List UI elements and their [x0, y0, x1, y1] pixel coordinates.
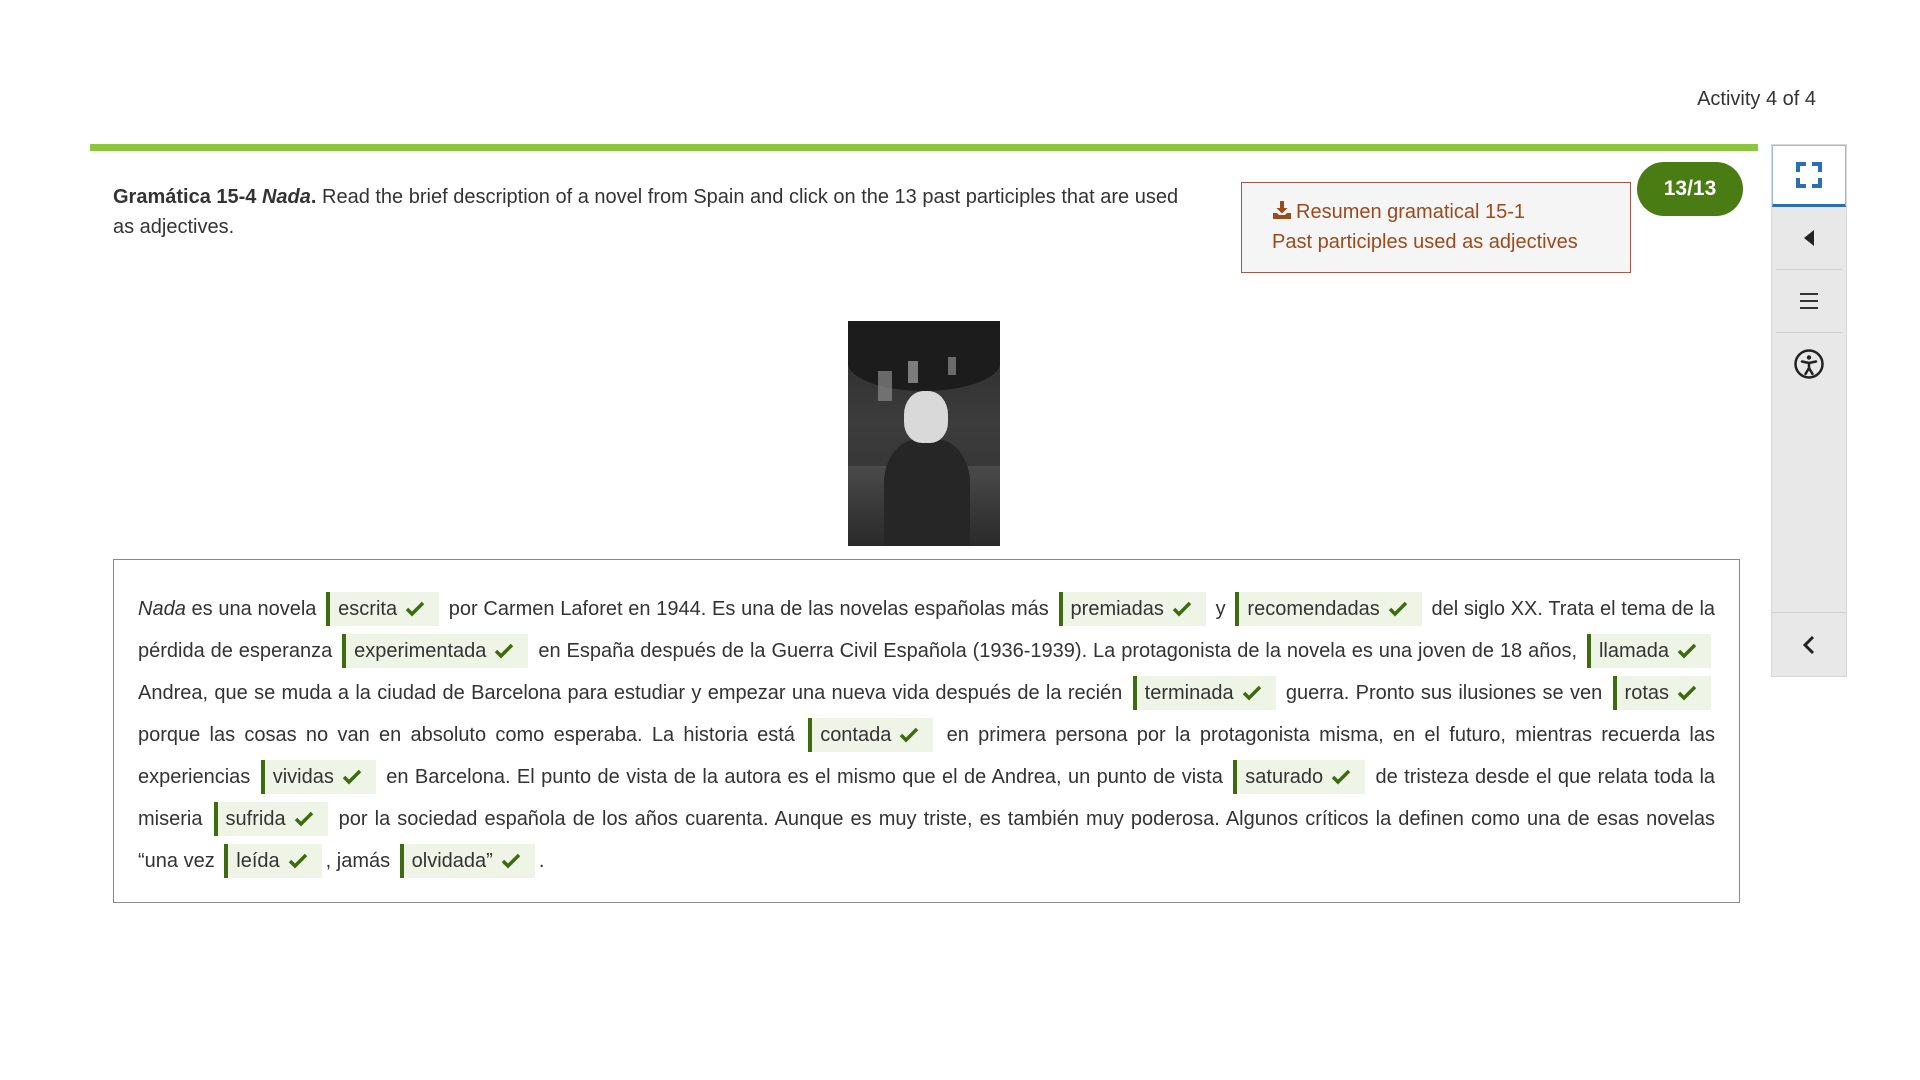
word-label: terminada	[1144, 682, 1234, 704]
check-icon	[342, 769, 362, 785]
passage-text: en primera persona por la protagonista misma, en el futuro, mientras recuerda las experiencias	[138, 724, 1716, 788]
participle-sufrida[interactable]	[214, 802, 328, 836]
passage-text: porque las cosas no van en absoluto como esperaba. La historia está	[138, 724, 805, 746]
check-icon	[899, 727, 919, 743]
check-icon	[1677, 685, 1697, 701]
check-icon	[494, 643, 514, 659]
accessibility-button[interactable]	[1772, 333, 1846, 395]
participle-olvidada[interactable]	[400, 844, 535, 878]
check-icon	[288, 853, 308, 869]
participle-rotas[interactable]	[1613, 676, 1711, 710]
grammar-summary-link[interactable]	[1241, 182, 1631, 273]
word-label: recomendadas	[1247, 598, 1380, 620]
word-label: rotas	[1624, 682, 1669, 704]
score-badge: 13/13	[1637, 162, 1743, 216]
collapse-button[interactable]	[1772, 612, 1846, 676]
side-toolbar	[1771, 144, 1847, 677]
fullscreen-button[interactable]	[1772, 145, 1846, 207]
passage-text: es una novela	[185, 598, 323, 620]
participle-contada[interactable]	[808, 718, 933, 752]
passage-text: Andrea, que se muda a la ciudad de Barcelona para estudiar y empezar una nueva vida después de la recién	[138, 682, 1129, 704]
menu-icon	[1798, 291, 1820, 311]
check-icon	[501, 853, 521, 869]
summary-title: Resumen gramatical 15-1	[1296, 201, 1525, 223]
menu-button[interactable]	[1772, 270, 1846, 332]
passage-text: en España después de la Guerra Civil Española (1936-1939). La protagonista de la novela es una joven de 18 años,	[532, 640, 1583, 662]
participle-leida[interactable]	[224, 844, 321, 878]
word-label: premiadas	[1070, 598, 1164, 620]
back-button[interactable]	[1772, 207, 1846, 269]
participle-terminada[interactable]	[1133, 676, 1276, 710]
passage-text: .	[538, 850, 545, 872]
participle-llamada[interactable]	[1587, 634, 1711, 668]
word-label: vividas	[272, 766, 334, 788]
check-icon	[1677, 643, 1697, 659]
participle-recomendadas[interactable]	[1235, 592, 1421, 626]
collapse-chevron-icon	[1802, 635, 1816, 655]
novel-title: Nada	[138, 598, 186, 620]
word-label: llamada	[1598, 640, 1669, 662]
instructions-text: Read the brief description of a novel from Spain and click on the 13 past participles that are used as adjectives.	[113, 186, 1179, 238]
activity-title: Gramática 15-4 Nada.	[113, 186, 317, 208]
passage-text: en Barcelona. El punto de vista de la autora es el mismo que el de Andrea, un punto de vista	[379, 766, 1230, 788]
instructions	[113, 182, 1203, 242]
novel-cover-photo	[848, 321, 1000, 546]
participle-escrita[interactable]	[326, 592, 439, 626]
word-label: contada	[820, 724, 892, 746]
participle-premiadas[interactable]	[1059, 592, 1206, 626]
participle-vividas[interactable]	[261, 760, 376, 794]
activity-counter: Activity 4 of 4	[1697, 88, 1816, 110]
passage-text: guerra. Pronto sus ilusiones se ven	[1279, 682, 1609, 704]
check-icon	[1388, 601, 1408, 617]
check-icon	[1242, 685, 1262, 701]
passage-text: del siglo XX. Trata el tema de la pérdida de esperanza	[138, 598, 1716, 662]
reading-passage	[113, 559, 1740, 903]
word-label: leída	[236, 850, 280, 872]
participle-experimentada[interactable]	[342, 634, 528, 668]
word-label: escrita	[338, 598, 398, 620]
progress-bar	[90, 144, 1758, 151]
word-label: olvidada”	[411, 850, 493, 872]
passage-text: y	[1209, 598, 1232, 620]
check-icon	[1172, 601, 1192, 617]
check-icon	[405, 601, 425, 617]
participle-saturado[interactable]	[1233, 760, 1365, 794]
passage-text: de tristeza desde el que relata toda la miseria	[138, 766, 1716, 830]
word-label: sufrida	[225, 808, 286, 830]
check-icon	[294, 811, 314, 827]
download-icon	[1272, 200, 1292, 220]
passage-text: por Carmen Laforet en 1944. Es una de las novelas españolas más	[443, 598, 1055, 620]
passage-text: por la sociedad española de los años cuarenta. Aunque es muy triste, es también muy poderosa. Algunos críticos la definen como una de esas novelas “una vez	[138, 808, 1716, 872]
summary-subtitle: Past participles used as adjectives	[1272, 231, 1578, 253]
fullscreen-icon	[1796, 162, 1822, 188]
passage-text: , jamás	[325, 850, 396, 872]
back-triangle-icon	[1802, 229, 1816, 247]
check-icon	[1331, 769, 1351, 785]
accessibility-icon	[1793, 348, 1825, 380]
word-label: experimentada	[354, 640, 487, 662]
word-label: saturado	[1245, 766, 1324, 788]
